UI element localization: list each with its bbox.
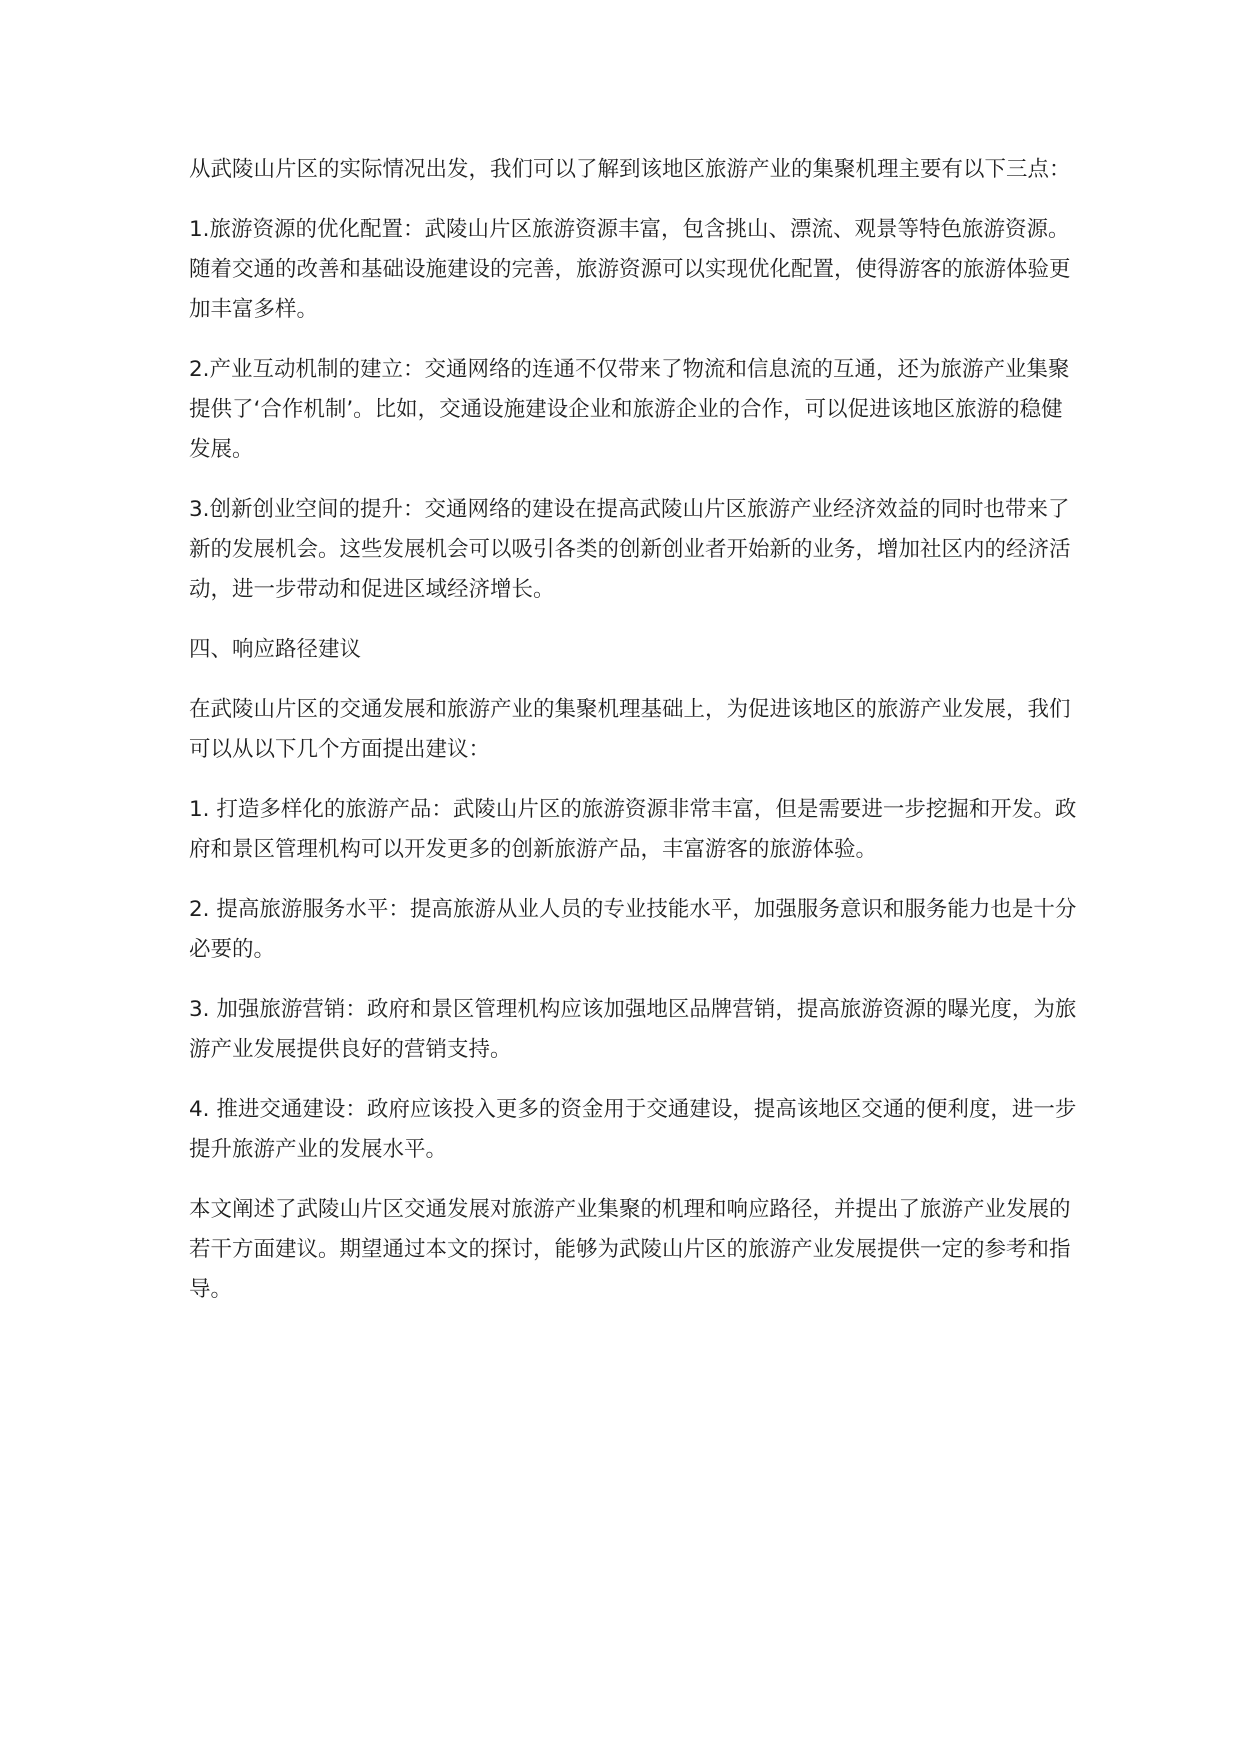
document-body	[189, 150, 1079, 1330]
suggestion-item-2: 2. 提高旅游服务水平：提高旅游从业人员的专业技能水平，加强服务意识和服务能力也是十分必要的。	[189, 897, 1077, 962]
mechanism-item-1: 1.旅游资源的优化配置：武陵山片区旅游资源丰富，包含挑山、漂流、观景等特色旅游资源。随着交通的改善和基础设施建设的完善，旅游资源可以实现优化配置，使得游客的旅游体验更加丰富多样。	[189, 217, 1071, 322]
suggestion-item-1: 1. 打造多样化的旅游产品：武陵山片区的旅游资源非常丰富，但是需要进一步挖掘和开发。政府和景区管理机构可以开发更多的创新旅游产品，丰富游客的旅游体验。	[189, 797, 1077, 862]
mechanism-item-2: 2.产业互动机制的建立：交通网络的连通不仅带来了物流和信息流的互通，还为旅游产业集聚提供了‘合作机制’。比如，交通设施建设企业和旅游企业的合作，可以促进该地区旅游的稳健发展。	[189, 357, 1070, 462]
mechanism-item-3: 3.创新创业空间的提升：交通网络的建设在提高武陵山片区旅游产业经济效益的同时也带来了新的发展机会。这些发展机会可以吸引各类的创新创业者开始新的业务，增加社区内的经济活动，进一步带动和促进区域经济增长。	[189, 497, 1071, 602]
section-heading: 四、响应路径建议	[189, 637, 362, 662]
suggestions-intro-paragraph: 在武陵山片区的交通发展和旅游产业的集聚机理基础上，为促进该地区的旅游产业发展，我们可以从以下几个方面提出建议：	[189, 697, 1071, 762]
suggestion-item-4: 4. 推进交通建设：政府应该投入更多的资金用于交通建设，提高该地区交通的便利度，进一步提升旅游产业的发展水平。	[189, 1097, 1077, 1162]
intro-paragraph: 从武陵山片区的实际情况出发，我们可以了解到该地区旅游产业的集聚机理主要有以下三点：	[189, 157, 1071, 182]
conclusion-paragraph: 本文阐述了武陵山片区交通发展对旅游产业集聚的机理和响应路径，并提出了旅游产业发展的若干方面建议。期望通过本文的探讨，能够为武陵山片区的旅游产业发展提供一定的参考和指导。	[189, 1197, 1071, 1302]
suggestion-item-3: 3. 加强旅游营销：政府和景区管理机构应该加强地区品牌营销，提高旅游资源的曝光度，为旅游产业发展提供良好的营销支持。	[189, 997, 1077, 1062]
